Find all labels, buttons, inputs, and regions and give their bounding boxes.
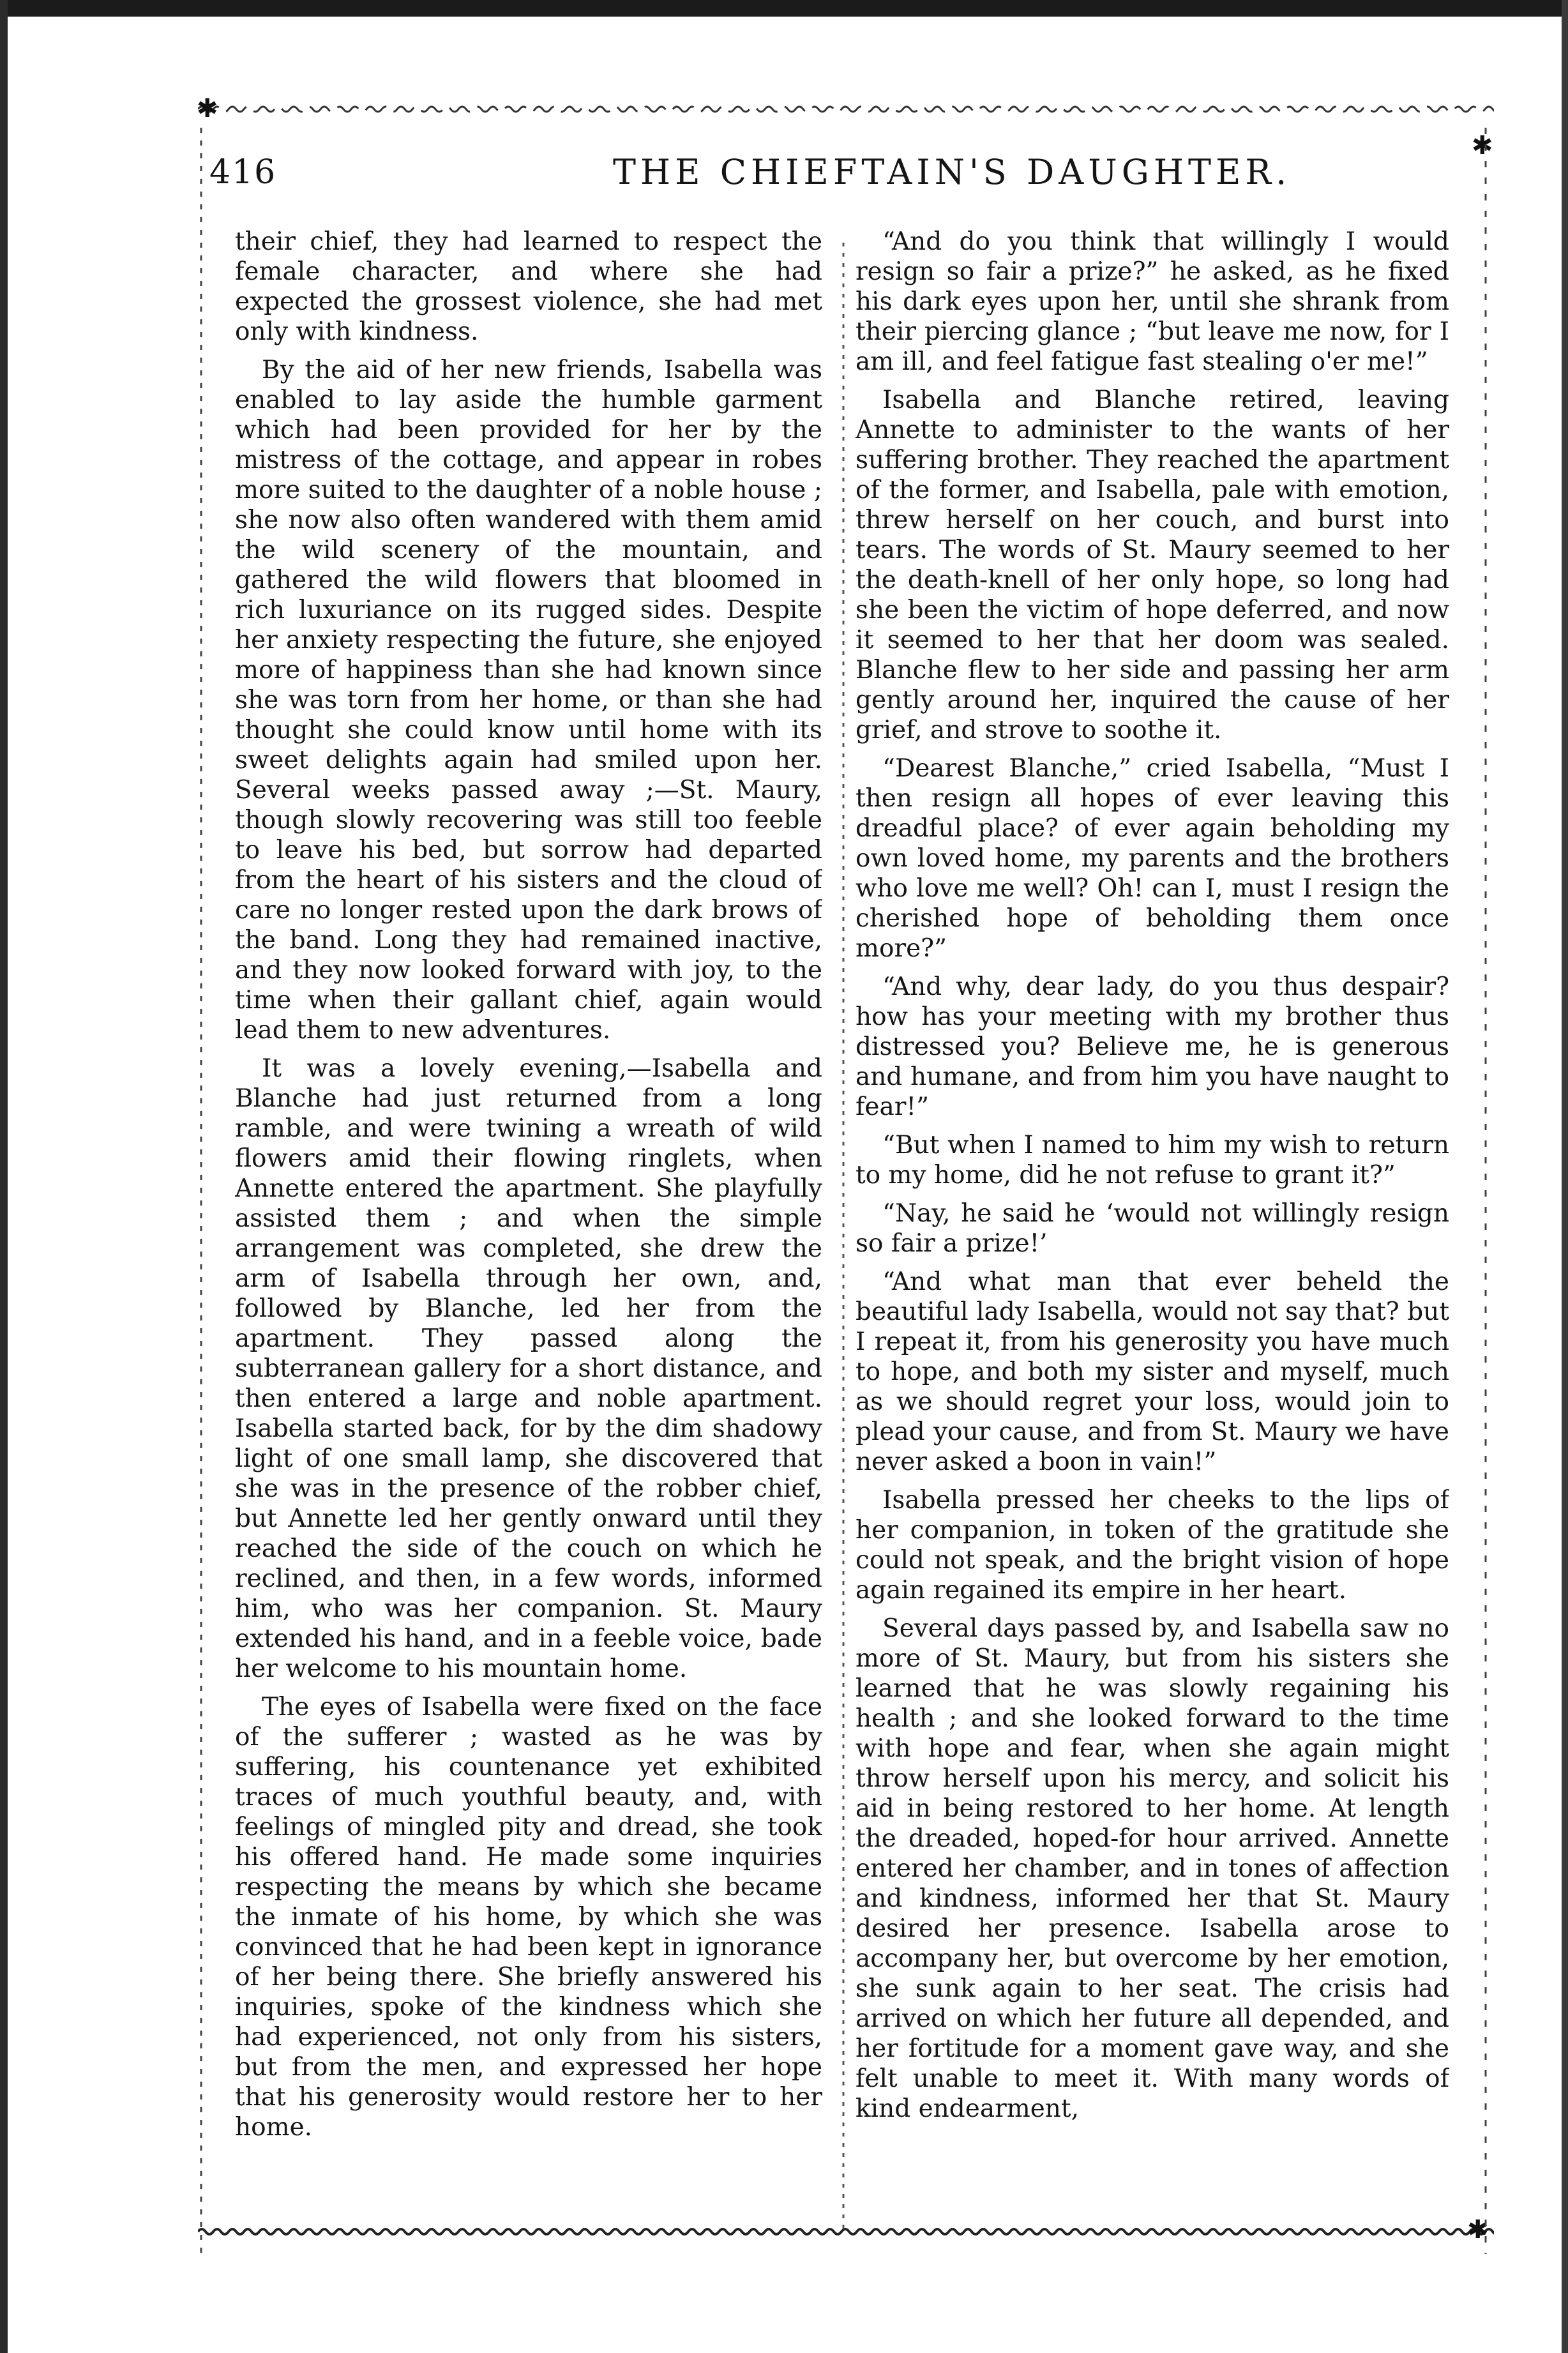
paragraph: “But when I named to him my wish to return to my home, did he not refuse to grant it?” [856,1131,1449,1190]
left-scan-edge [0,0,8,2353]
paragraph: “And do you think that willingly I would resign so fair a prize?” he asked, as he fixed his dark eyes upon her, until she shrank from their piercing glance ; “but leave me now, for I am ill, and feel fatigue fast stealing o'er me!” [856,227,1449,376]
page-number: 416 [209,153,277,192]
top-scan-edge [0,0,1568,17]
right-scan-edge [1562,0,1568,2353]
paragraph: “Nay, he said he ‘would not willingly resign so fair a prize!’ [856,1199,1449,1258]
left-side-border [197,128,206,2254]
paragraph: By the aid of her new friends, Isabella was enabled to lay aside the humble garment which had been provided for her by the mistress of the cottage, and appear in robes more suited to the daughter of a noble house ; she now also often wandered with them amid the wild scenery of the mountain, and gathered the wild flowers that bloomed in rich luxuriance on its rugged sides. Despite her anxiety respecting the future, she enjoyed more of happiness than she had known since she was torn from her home, or than she had thought she could know until home with its sweet delights again had smiled upon her. Several weeks passed away ;—St. Maury, though slowly recovering was still too feeble to leave his bed, but sorrow had departed from the heart of his sisters and the cloud of care no longer rested upon the dark brows of the band. Long they had remained inactive, and they now looked forward with joy, to the time when their gallant chief, again would lead them to new adventures. [235,356,822,1045]
paragraph: their chief, they had learned to respect the female character, and where she had expected the grossest violence, she had met only with kindness. [235,227,822,346]
paragraph: “And what man that ever beheld the beautiful lady Isabella, would not say that? but I repeat it, from his generosity you have much to hope, and both my sister and myself, much as we should regret your loss, would join to plead your cause, and from St. Maury we have never asked a boon in vain!” [856,1267,1449,1476]
paragraph: Isabella and Blanche retired, leaving Annette to administer to the wants of her suffering brother. They reached the apartment of the former, and Isabella, pale with emotion, threw herself on her couch, and burst into tears. The words of St. Maury seemed to her the death-knell of her only hope, so long had she been the victim of hope deferred, and now it seemed to her that her doom was sealed. Blanche flew to her side and passing her arm gently around her, inquired the cause of her grief, and strove to soothe it. [856,386,1449,745]
top-wavy-border [198,101,1494,117]
paragraph: “Dearest Blanche,” cried Isabella, “Must I then resign all hopes of ever leaving this dreadful place? of ever again beholding my own loved home, my parents and the brothers who love me well? Oh! can I, must I resign the cherished hope of beholding them once more?” [856,754,1449,963]
right-side-border [1481,128,1490,2254]
paragraph: The eyes of Isabella were fixed on the face of the sufferer ; wasted as he was by suffering, his countenance yet exhibited traces of much youthful beauty, and, with feelings of mingled pity and dread, she took his offered hand. He made some inquiries respecting the means by which she became the inmate of his home, by which she was convinced that he had been kept in ignorance of her being there. She briefly answered his inquiries, spoke of the kindness which she had experienced, not only from his sisters, but from the men, and expressed her hope that his generosity would restore her to her home. [235,1693,822,2142]
left-column [235,227,822,2238]
corner-ornament-top-left: ✱ [197,94,218,123]
paragraph: “And why, dear lady, do you thus despair? how has your meeting with my brother thus distressed you? Believe me, he is generous and humane, and from him you have naught to fear!” [856,972,1449,1121]
paragraph: Several days passed by, and Isabella saw no more of St. Maury, but from his sisters she learned that he was slowly regaining his health ; and she looked forward to the time with hope and fear, when she again might throw herself upon his mercy, and solicit his aid in being restored to her home. At length the dreaded, hoped-for hour arrived. Annette entered her chamber, and in tones of affection and kindness, informed her that St. Maury desired her presence. Isabella arose to accompany her, but overcome by her emotion, she sunk again to her seat. The crisis had arrived on which her future all depended, and her fortitude for a moment gave way, and she felt unable to meet it. With many words of kind endearment, [856,1614,1449,2123]
column-divider [840,243,847,2228]
paragraph: It was a lovely evening,—Isabella and Blanche had just returned from a long ramble, and were twining a wreath of wild flowers amid their flowing ringlets, when Annette entered the apartment. She playfully assisted them ; and when the simple arrangement was completed, she drew the arm of Isabella through her own, and, followed by Blanche, led her from the apartment. They passed along the subterranean gallery for a short distance, and then entered a large and noble apartment. Isabella started back, for by the dim shadowy light of one small lamp, she discovered that she was in the presence of the robber chief, but Annette led her gently onward until they reached the side of the couch on which he reclined, and then, in a few words, informed him, who was her companion. St. Maury extended his hand, and in a feeble voice, bade her welcome to his mountain home. [235,1054,822,1683]
corner-ornament-bottom-right: ✱ [1467,2215,1489,2244]
corner-ornament-top-right: ✱ [1472,131,1493,160]
running-title: THE CHIEFTAIN'S DAUGHTER. [613,152,1292,192]
paragraph: Isabella pressed her cheeks to the lips of her companion, in token of the gratitude she could not speak, and the bright vision of hope again regained its empire in her heart. [856,1486,1449,1605]
right-column [856,227,1449,2238]
